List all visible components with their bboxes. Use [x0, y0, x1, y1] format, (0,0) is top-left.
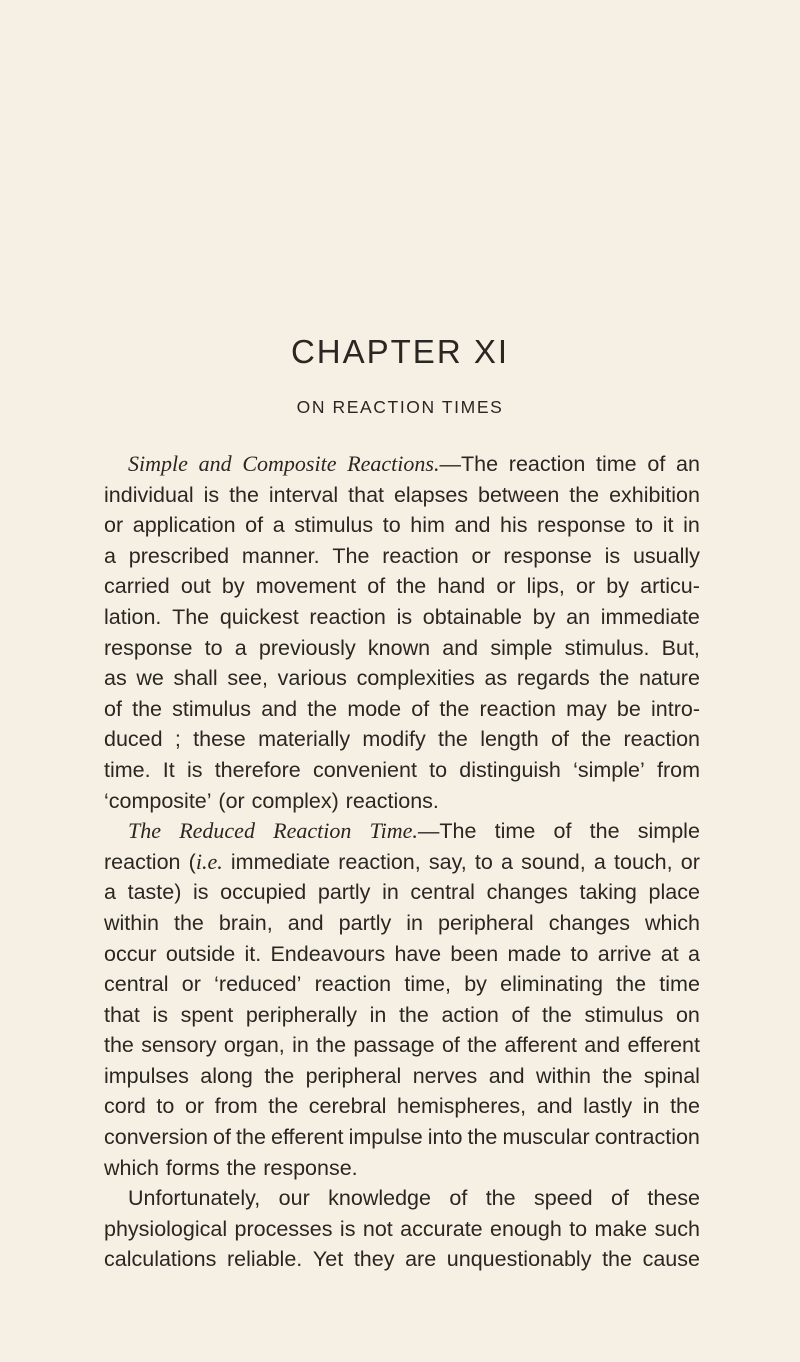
text-line: ‘composite’ (or complex) reactions.	[104, 788, 439, 813]
text-line: the sensory organ, in the passage of the afferent and efferent	[104, 1033, 700, 1058]
text-line: carried out by movement of the hand or lips, or by articu-	[104, 574, 700, 599]
text-line: cord to or from the cerebral hemispheres, and lastly in the	[104, 1094, 700, 1119]
text-line: a taste) is occupied partly in central changes taking place	[104, 880, 700, 905]
text-line: central or ‘reduced’ reaction time, by eliminating the time	[104, 972, 700, 997]
text-line: Unfortunately, our knowledge of the speed of these	[128, 1186, 700, 1211]
text-line: which forms the response.	[104, 1155, 358, 1180]
text-line: conversion of the efferent impulse into the muscular contraction	[104, 1125, 700, 1150]
text-line: occur outside it. Endeavours have been made to arrive at a	[104, 941, 700, 966]
text-line: duced ; these materially modify the length of the reaction	[104, 727, 700, 752]
text-line: physiological processes is not accurate enough to make such	[104, 1216, 700, 1241]
chapter-title: CHAPTER XI	[290, 333, 510, 370]
text-line: The Reduced Reaction Time.—The time of the simple	[128, 818, 700, 844]
body-text	[104, 449, 700, 1275]
text-line: calculations reliable. Yet they are unquestionably the cause	[104, 1247, 700, 1272]
text-line: of the stimulus and the mode of the reaction may be intro-	[104, 696, 700, 721]
section-title: ON REACTION TIMES	[296, 397, 504, 417]
text-line: lation. The quickest reaction is obtainable by an immediate	[104, 604, 700, 629]
text-line: impulses along the peripheral nerves and within the spinal	[104, 1063, 700, 1088]
text-line: Simple and Composite Reactions.—The reaction time of an	[128, 451, 700, 476]
text-line: or application of a stimulus to him and his response to it in	[104, 513, 700, 538]
text-line: that is spent peripherally in the action of the stimulus on	[104, 1002, 700, 1027]
text-line: individual is the interval that elapses between the exhibition	[104, 482, 700, 507]
text-line: within the brain, and partly in peripheral changes which	[104, 910, 700, 935]
text-line: as we shall see, various complexities as regards the nature	[104, 666, 700, 691]
text-line: reaction (i.e. immediate reaction, say, to a sound, a touch, or	[104, 848, 700, 874]
text-line: time. It is therefore convenient to distinguish ‘simple’ from	[104, 757, 700, 782]
text-line: response to a previously known and simple stimulus. But,	[104, 635, 700, 660]
text-line: a prescribed manner. The reaction or response is usually	[104, 543, 700, 568]
